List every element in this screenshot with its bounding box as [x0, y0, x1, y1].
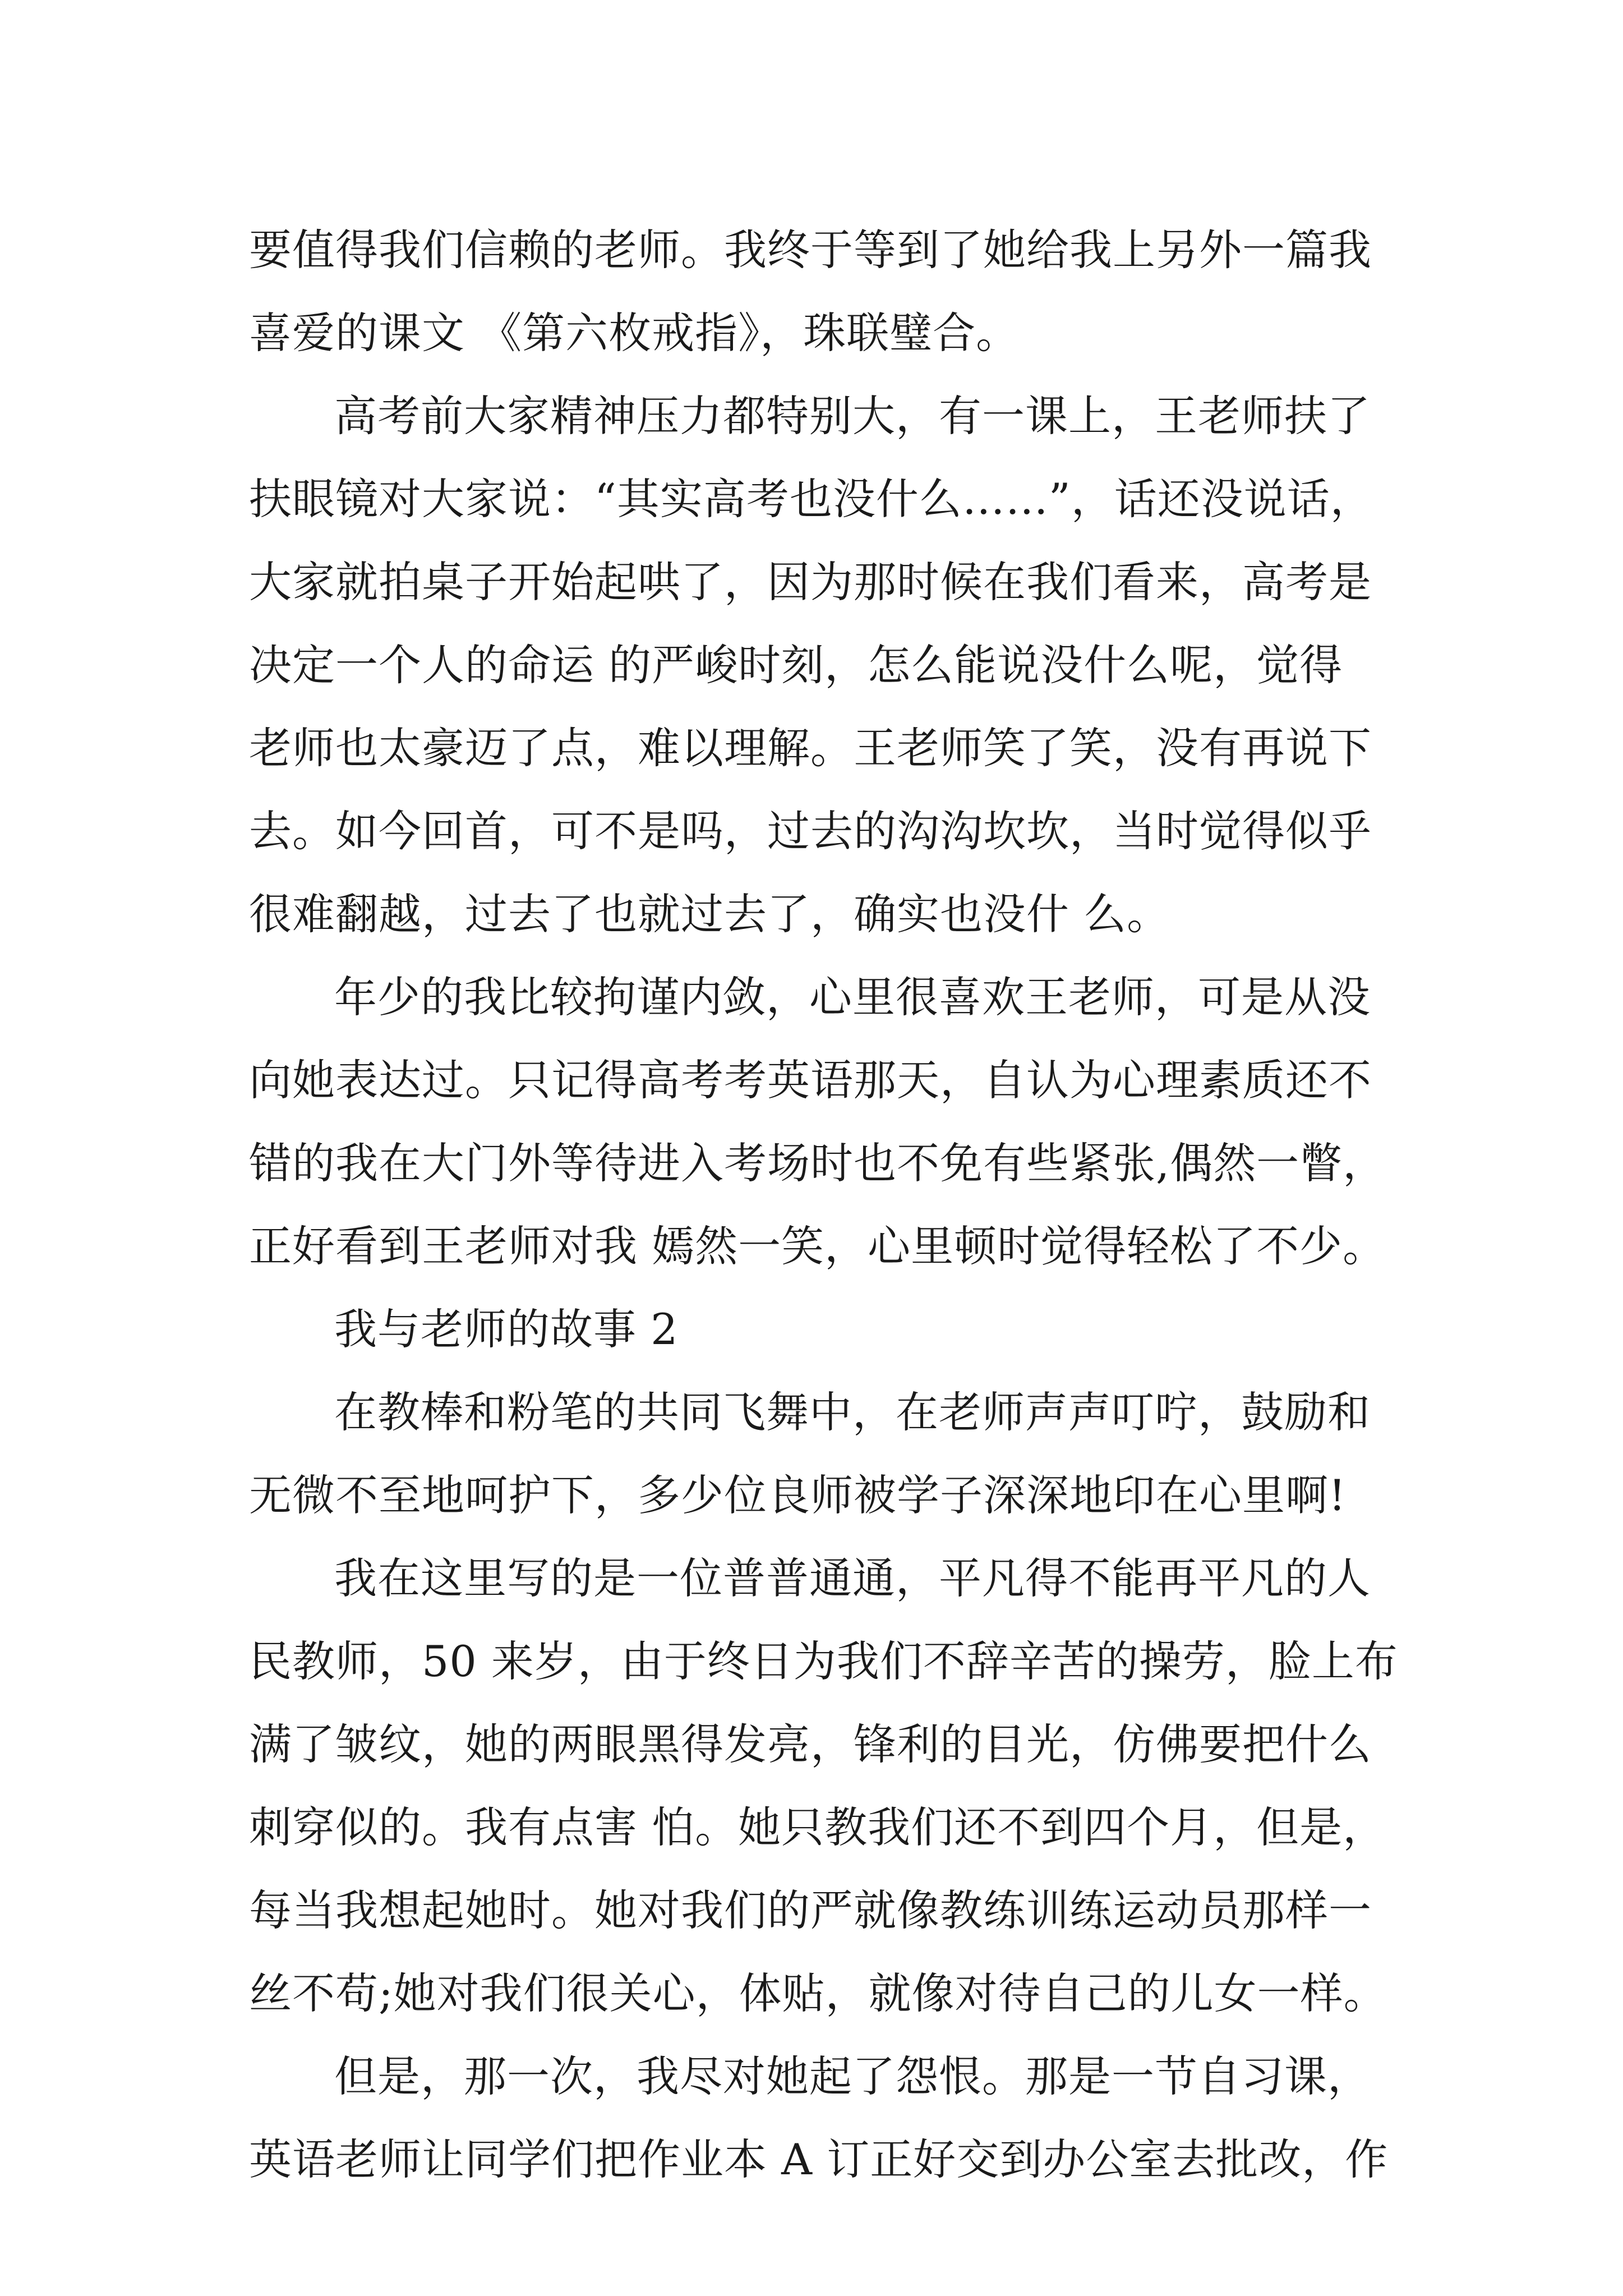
text-line: 很难翻越，过去了也就过去了，确实也没什 么。	[249, 889, 1170, 939]
text-line: 英语老师让同学们把作业本 A 订正好交到办公室去批改，作	[249, 2134, 1389, 2184]
paragraph-start-line: 在教棒和粉笔的共同飞舞中，在老师声声叮咛，鼓励和	[334, 1387, 1371, 1437]
paragraph-start-line: 但是，那一次，我尽对她起了怨恨。那是一节自习课，	[334, 2051, 1371, 2101]
text-line: 向她表达过。只记得高考考英语那天，自认为心理素质还不	[249, 1055, 1372, 1105]
text-line: 正好看到王老师对我 嫣然一笑，心里顿时觉得轻松了不少。	[249, 1221, 1386, 1271]
paragraph-start-line: 年少的我比较拘谨内敛，心里很喜欢王老师，可是从没	[334, 972, 1371, 1022]
text-line: 大家就拍桌子开始起哄了，因为那时候在我们看来，高考是	[249, 557, 1372, 607]
text-line: 决定一个人的命运 的严峻时刻，怎么能说没什么呢，觉得	[249, 640, 1343, 690]
text-line: 老师也太豪迈了点，难以理解。王老师笑了笑，没有再说下	[249, 723, 1372, 773]
text-line: 满了皱纹，她的两眼黑得发亮，锋利的目光，仿佛要把什么	[249, 1719, 1372, 1769]
text-line: 喜爱的课文 《第六枚戒指》，珠联璧合。	[249, 308, 1020, 358]
body-text	[249, 209, 1398, 2201]
text-line: 刺穿似的。我有点害 怕。她只教我们还不到四个月，但是，	[249, 1802, 1386, 1852]
text-line: 去。如今回首，可不是吗，过去的沟沟坎坎，当时觉得似乎	[249, 806, 1372, 856]
text-line: 错的我在大门外等待进入考场时也不免有些紧张,偶然一瞥，	[249, 1138, 1386, 1188]
paragraph-start-line: 我与老师的故事 2	[334, 1304, 679, 1354]
text-line: 要值得我们信赖的老师。我终于等到了她给我上另外一篇我	[249, 225, 1372, 275]
paragraph-start-line: 高考前大家精神压力都特别大，有一课上，王老师扶了	[334, 391, 1371, 441]
text-line: 丝不苟;她对我们很关心，体贴，就像对待自己的儿女一样。	[249, 1968, 1387, 2018]
text-line: 扶眼镜对大家说：“其实高考也没什么……”，话还没说话，	[249, 474, 1373, 524]
text-line: 民教师，50 来岁，由于终日为我们不辞辛苦的操劳，脸上布	[249, 1636, 1398, 1686]
text-line: 每当我想起她时。她对我们的严就像教练训练运动员那样一	[249, 1885, 1372, 1935]
text-line: 无微不至地呵护下，多少位良师被学子深深地印在心里啊!	[249, 1470, 1347, 1520]
paragraph-start-line: 我在这里写的是一位普普通通，平凡得不能再平凡的人	[334, 1553, 1371, 1603]
